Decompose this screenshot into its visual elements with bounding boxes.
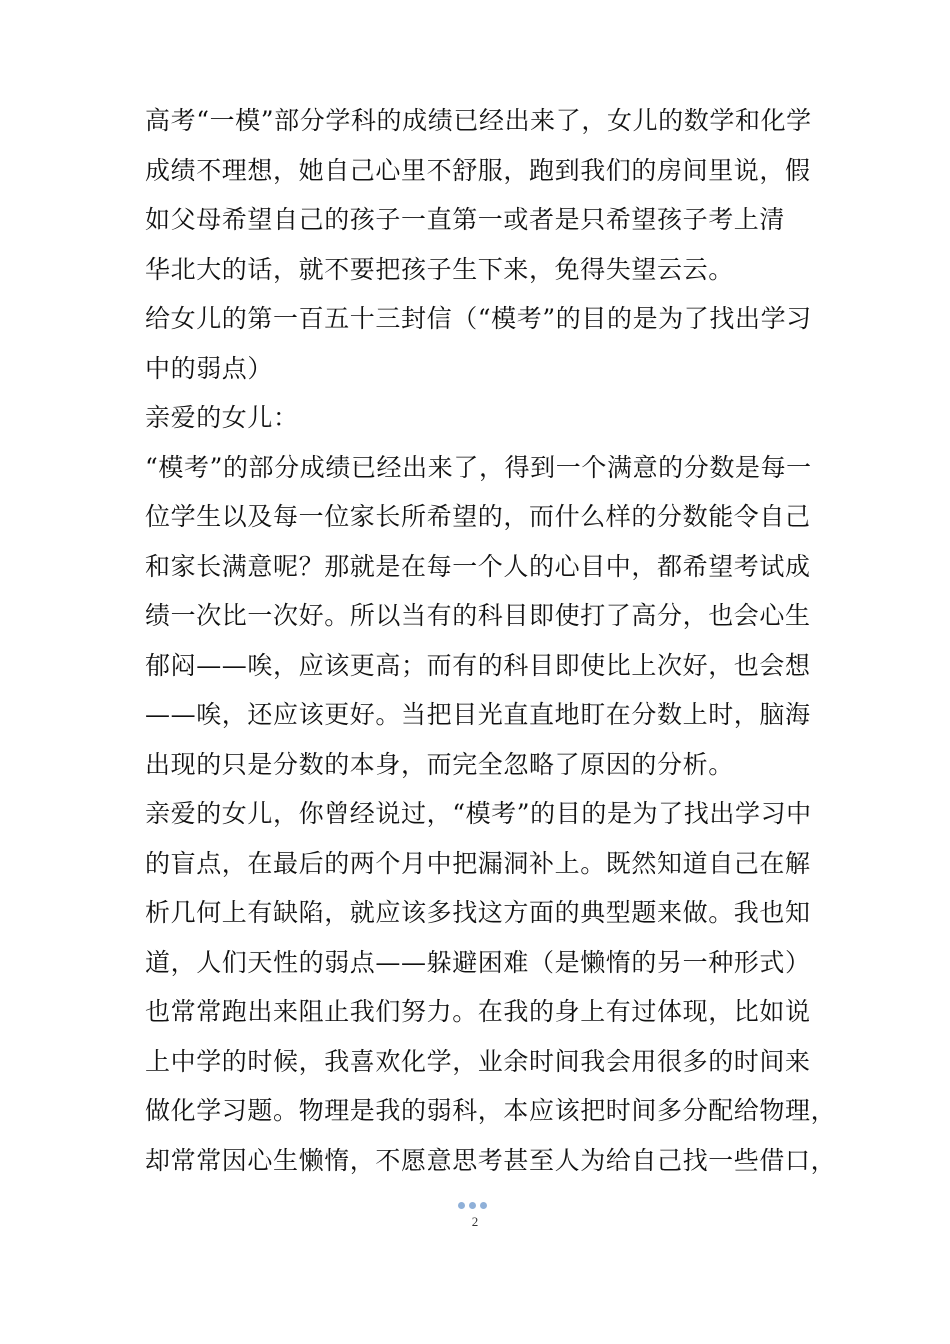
salutation: 亲爱的女儿：	[145, 403, 299, 432]
text-line: 上中学的时候，我喜欢化学，业余时间我会用很多的时间来	[145, 1046, 811, 1076]
letter-body	[145, 96, 837, 1185]
text-line: 出现的只是分数的本身，而完全忽略了原因的分析。	[145, 749, 734, 779]
text-line: 高考“一模”部分学科的成绩已经出来了，女儿的数学和化学	[145, 106, 812, 135]
dot-icon	[458, 1202, 465, 1209]
page-dots-ornament	[458, 1202, 487, 1209]
text-line: 做化学习题。物理是我的弱科，本应该把时间多分配给物理，	[145, 1096, 837, 1125]
letter-title-line: 中的弱点）	[145, 353, 274, 383]
text-line: 亲爱的女儿，你曾经说过，“模考”的目的是为了找出学习中	[145, 799, 812, 828]
text-line: 析几何上有缺陷，就应该多找这方面的典型题来做。我也知	[145, 898, 811, 927]
text-line: 也常常跑出来阻止我们努力。在我的身上有过体现，比如说	[145, 997, 811, 1026]
text-line: “模考”的部分成绩已经出来了，得到一个满意的分数是每一	[145, 452, 812, 482]
text-line: 如父母希望自己的孩子一直第一或者是只希望孩子考上清	[145, 205, 786, 234]
page-number: 2	[471, 1214, 479, 1229]
text-line: 的盲点，在最后的两个月中把漏洞补上。既然知道自己在解	[145, 848, 811, 878]
letter-title-line: 给女儿的第一百五十三封信（“模考”的目的是为了找出学习	[145, 304, 812, 333]
text-line: 道，人们天性的弱点——躲避困难（是懒惰的另一种形式）	[145, 947, 811, 977]
text-line: 却常常因心生懒惰，不愿意思考甚至人为给自己找一些借口，	[145, 1145, 837, 1175]
text-line: 绩一次比一次好。所以当有的科目即使打了高分，也会心生	[145, 601, 811, 630]
text-line: 华北大的话，就不要把孩子生下来，免得失望云云。	[145, 254, 734, 284]
text-line: ——唉，还应该更好。当把目光直直地盯在分数上时，脑海	[145, 700, 811, 729]
text-line: 和家长满意呢？那就是在每一个人的心目中，都希望考试成	[145, 551, 811, 581]
text-line: 位学生以及每一位家长所希望的，而什么样的分数能令自己	[145, 502, 811, 531]
text-line: 成绩不理想，她自己心里不舒服，跑到我们的房间里说，假	[145, 155, 811, 185]
text-line: 郁闷——唉，应该更高；而有的科目即使比上次好，也会想	[145, 650, 811, 680]
dot-icon	[469, 1202, 476, 1209]
dot-icon	[480, 1202, 487, 1209]
